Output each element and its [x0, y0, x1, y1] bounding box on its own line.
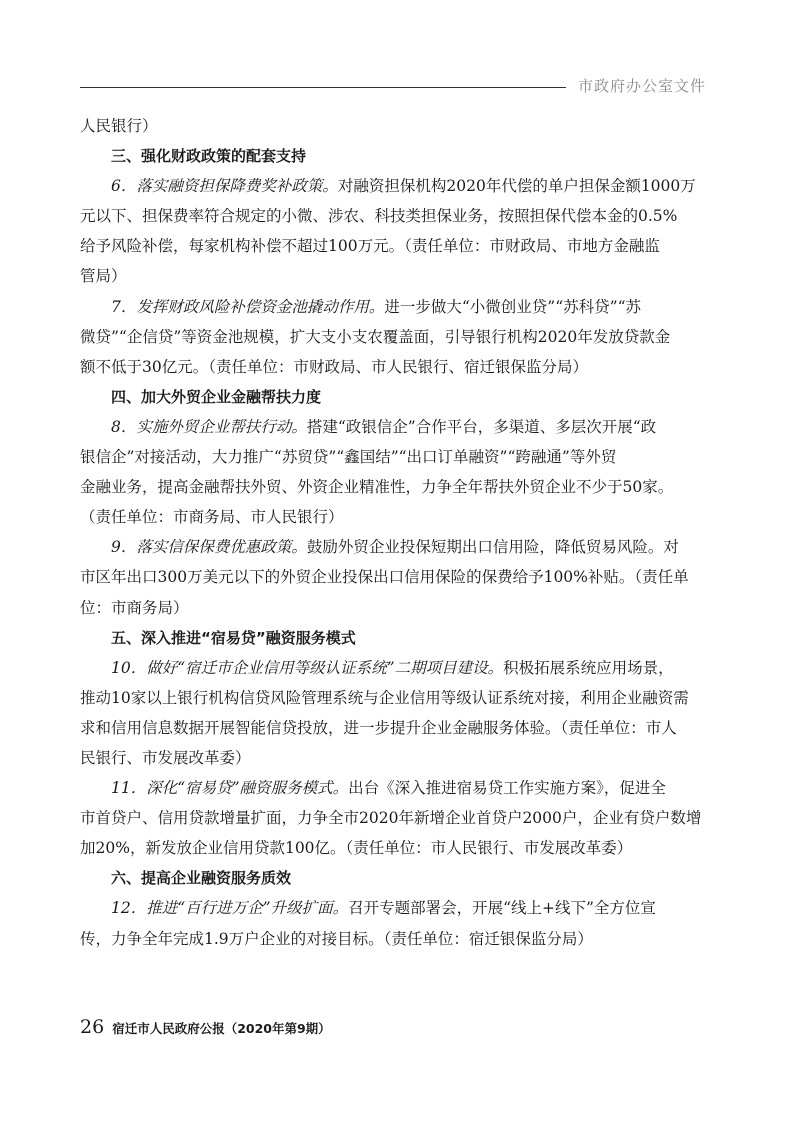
text-line [80, 412, 716, 442]
text-line [80, 171, 716, 201]
line-text: 推动10家以上银行机构信贷风险管理系统与企业信用等级认证系统对接，利用企业融资需 [80, 688, 689, 707]
line-text: 银信企”对接活动，大力推广“苏贸贷”“鑫国结”“出口订单融资”“跨融通”等外贸 [80, 448, 617, 467]
text-line [80, 863, 716, 893]
paragraph [80, 171, 716, 291]
paragraph [80, 111, 716, 141]
text-line [80, 593, 716, 623]
text-line [80, 322, 716, 352]
text-line [80, 924, 716, 954]
header-title: 市政府办公室文件 [578, 77, 707, 95]
text-line [80, 352, 716, 382]
item-lead: 8．实施外贸企业帮扶行动。 [111, 417, 307, 436]
line-text: 元以下、担保费率符合规定的小微、涉农、科技类担保业务，按照担保代偿本金的0.5% [80, 207, 678, 226]
line-text: 出台《深入推进宿易贷工作实施方案》，促进全 [348, 779, 666, 798]
page-number: 26 [80, 1016, 105, 1038]
paragraph [80, 412, 716, 532]
item-lead: 7．发挥财政风险补偿资金池撬动作用。 [111, 297, 385, 316]
text-line [80, 713, 716, 743]
line-text: 市首贷户、信用贷款增量扩面，力争全市2020年新增企业首贷户2000户，企业有贷户数增 [80, 809, 702, 828]
line-text: 四、加大外贸企业金融帮扶力度 [111, 387, 322, 406]
line-text: 人民银行） [80, 117, 158, 135]
line-text: 给予风险补偿，每家机构补偿不超过100万元。（责任单位：市财政局、市地方金融监 [80, 237, 660, 256]
line-text: 搭建“政银信企”合作平台，多渠道、多层次开展“政 [306, 417, 657, 436]
paragraph [80, 773, 716, 863]
text-line [80, 442, 716, 472]
paragraph [80, 653, 716, 773]
text-line [80, 111, 716, 141]
line-text: 对融资担保机构2020年代偿的单户担保金额1000万 [337, 177, 696, 196]
line-text: 求和信用信息数据开展智能信贷投放，进一步提升企业金融服务体验。（责任单位：市人 [80, 718, 677, 737]
paragraph [80, 893, 716, 953]
section-heading [80, 863, 716, 893]
text-line [80, 773, 716, 803]
text-line [80, 201, 716, 231]
text-line [80, 803, 716, 833]
line-text: 金融业务，提高金融帮扶外贸、外资企业精准性，力争全年帮扶外贸企业不少于50家。 [80, 478, 674, 497]
section-heading [80, 141, 716, 171]
text-line [80, 472, 716, 502]
line-text: 民银行、市发展改革委） [80, 748, 251, 767]
line-text: 召开专题部署会，开展“线上+线下”全方位宣 [348, 899, 656, 918]
text-line [80, 231, 716, 261]
text-line [80, 893, 716, 923]
line-text: 加20%，新发放企业信用贷款100亿。（责任单位：市人民银行、市发展改革委） [80, 839, 633, 858]
item-lead: 12．推进“百行进万企”升级扩面。 [111, 899, 349, 918]
section-heading [80, 623, 716, 653]
text-line [80, 532, 716, 562]
text-line [80, 833, 716, 863]
line-text: 六、提高企业融资服务质效 [111, 869, 292, 888]
line-text: 进一步做大“小微创业贷”“苏科贷”“苏 [384, 297, 641, 316]
line-text: 市区年出口300万美元以下的外贸企业投保出口信用保险的保费给予100%补贴。（责任单 [80, 568, 689, 587]
header-rule [80, 87, 566, 88]
line-text: （责任单位：市商务局、市人民银行） [80, 508, 344, 527]
text-line [80, 502, 716, 532]
line-text: 位：市商务局） [80, 598, 189, 617]
text-line [80, 261, 716, 291]
line-text: 积极拓展系统应用场景， [503, 658, 674, 677]
line-text: 管局） [80, 267, 127, 286]
item-lead: 11．深化“宿易贷”融资服务模式。 [111, 779, 349, 798]
document-body [80, 111, 716, 954]
line-text: 额不低于30亿元。（责任单位：市财政局、市人民银行、宿迁银保监分局） [80, 357, 588, 376]
text-line [80, 382, 716, 412]
line-text: 五、深入推进“宿易贷”融资服务模式 [111, 628, 356, 647]
text-line [80, 743, 716, 773]
text-line [80, 141, 716, 171]
text-line [80, 653, 716, 683]
paragraph [80, 292, 716, 382]
section-heading [80, 382, 716, 412]
text-line [80, 623, 716, 653]
text-line [80, 683, 716, 713]
footer [80, 1016, 331, 1038]
line-text: 三、强化财政政策的配套支持 [111, 147, 307, 166]
line-text: 传，力争全年完成1.9万户企业的对接目标。（责任单位：宿迁银保监分局） [80, 929, 593, 948]
publication-name: 宿迁市人民政府公报（2020年第9期） [112, 1021, 331, 1036]
text-line [80, 292, 716, 322]
item-lead: 10．做好“宿迁市企业信用等级认证系统”二期项目建设。 [111, 658, 504, 677]
item-lead: 6．落实融资担保降费奖补政策。 [111, 177, 338, 196]
line-text: 微贷”“企信贷”等资金池规模，扩大支小支农覆盖面，引导银行机构2020年发放贷款金 [80, 327, 671, 346]
text-line [80, 562, 716, 592]
paragraph [80, 532, 716, 622]
line-text: 鼓励外贸企业投保短期出口信用险，降低贸易风险。对 [306, 538, 679, 557]
item-lead: 9．落实信保保费优惠政策。 [111, 538, 307, 557]
